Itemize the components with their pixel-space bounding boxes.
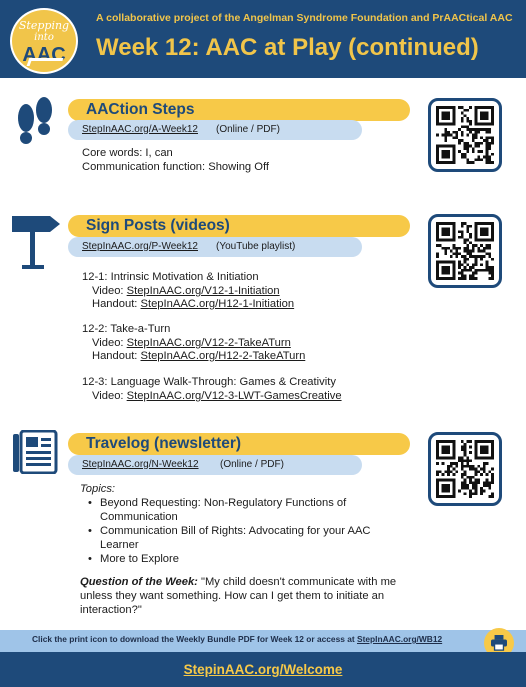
aaction-steps-link[interactable]: StepInAAC.org/A-Week12 [82,123,198,135]
video-label: Video: [92,285,127,297]
qr-code-aaction-steps[interactable] [428,98,502,172]
link-pill-aaction-steps [68,120,362,140]
video-line [92,336,291,350]
logo-text-2: into [34,32,54,43]
weekly-bundle-link[interactable]: StepInAAC.org/WB12 [357,634,443,644]
handout-link[interactable]: StepInAAC.org/H12-1-Initiation [140,298,295,310]
list-item-line: • Beyond Requesting: Non-Regulatory Functions of [100,497,347,509]
sign-posts-link[interactable]: StepInAAC.org/P-Week12 [82,240,198,252]
qr-code-image [436,106,494,164]
question-text: "My child doesn't communicate with me [197,576,397,588]
stepping-into-aac-logo [10,8,78,74]
list-item-line: Communication [100,511,178,523]
tagline: A collaborative project of the Angelman Syndrome Foundation and PrAACtical AAC [96,12,513,24]
welcome-link[interactable]: StepinAAC.org/Welcome [183,662,343,677]
list-item-line: Learner [100,539,139,551]
footer-note-text: Click the print icon to download the Weekly Bundle PDF for Week 12 or access at [32,634,357,644]
section-banner-aaction-steps [68,99,410,121]
footprints-icon [14,96,56,148]
bottom-bar [0,652,526,687]
list-item [86,496,371,524]
section-title: Sign Posts (videos) [86,217,230,234]
list-item-line: • More to Explore [100,553,179,565]
link-note: (YouTube playlist) [216,240,296,252]
qr-code-travelog[interactable] [428,432,502,506]
newsletter-icon [12,430,58,474]
handout-line [92,297,294,311]
section-banner-travelog [68,433,410,455]
video-line [92,389,342,403]
list-item [86,524,371,552]
video-title: 12-3: Language Walk-Through: Games & Creativity [82,376,336,388]
qr-code-image [436,222,494,280]
section-banner-sign-posts [68,215,410,237]
stairs-icon [27,58,64,66]
logo-text-3: AAC [22,44,66,66]
list-item [86,552,371,566]
question-text: unless they want something. How can I get them to initiate an [80,590,385,602]
link-note: (Online / PDF) [220,458,284,470]
link-pill-sign-posts [68,237,362,257]
topics-label: Topics: [80,483,116,495]
core-words-text: Core words: I, can [82,147,173,159]
question-text: interaction?" [80,604,142,616]
footer-bar [0,630,526,652]
video-title: 12-1: Intrinsic Motivation & Initiation [82,271,259,283]
travelog-link[interactable]: StepInAAC.org/N-Week12 [82,458,199,470]
logo-text-1: Stepping [18,19,70,32]
video-link[interactable]: StepInAAC.org/V12-2-TakeATurn [126,337,291,349]
footer-note [32,634,442,644]
section-title: Travelog (newsletter) [86,435,242,452]
header [0,0,526,78]
video-line [92,284,280,298]
link-note: (Online / PDF) [216,123,280,135]
qr-code-image [436,440,494,498]
question-label: Question of the Week: [80,576,198,588]
communication-function-text: Communication function: Showing Off [82,161,269,173]
video-title: 12-2: Take-a-Turn [82,323,171,335]
handout-label: Handout: [92,350,141,362]
topics-list [86,496,371,566]
section-title: AACtion Steps [86,101,195,118]
list-item-line: • Communication Bill of Rights: Advocating for your AAC [100,525,371,537]
page-title: Week 12: AAC at Play (continued) [96,34,479,61]
handout-label: Handout: [92,298,141,310]
handout-line [92,349,305,363]
qr-code-sign-posts[interactable] [428,214,502,288]
signpost-icon [10,210,62,270]
printer-icon [490,635,508,651]
video-label: Video: [92,390,127,402]
video-label: Video: [92,337,127,349]
video-link[interactable]: StepInAAC.org/V12-1-Initiation [126,285,280,297]
handout-link[interactable]: StepInAAC.org/H12-2-TakeATurn [140,350,306,362]
question-of-the-week [80,575,430,617]
video-link[interactable]: StepInAAC.org/V12-3-LWT-GamesCreative [126,390,342,402]
link-pill-travelog [68,455,362,475]
